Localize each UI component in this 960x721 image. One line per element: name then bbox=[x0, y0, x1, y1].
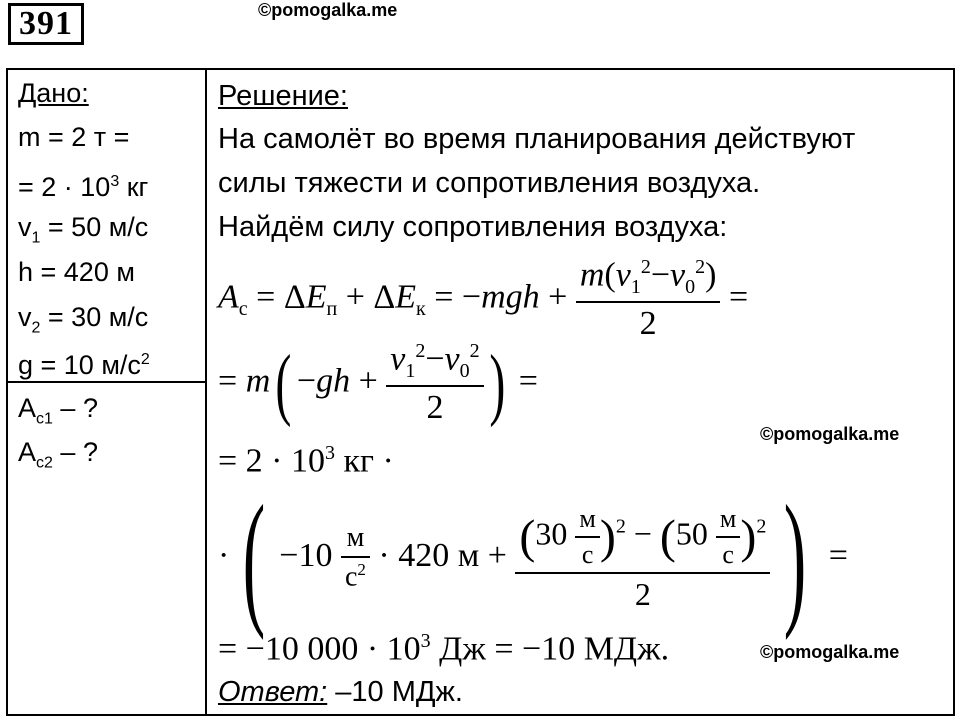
watermark-bottom: ©pomogalka.me bbox=[760, 642, 900, 662]
answer-line bbox=[218, 676, 463, 708]
find-line-ac1: $A_{c1}$ – ? bbox=[18, 393, 98, 428]
given-line-mass: m = 2 т = bbox=[18, 122, 130, 152]
solution-text-line-3: Найдём силу сопротивления воздуха: bbox=[218, 211, 728, 243]
answer-label: Ответ: bbox=[218, 676, 328, 708]
given-line-v2: $v_2 = 30$ м/с bbox=[18, 302, 149, 337]
given-find-divider bbox=[6, 381, 207, 383]
find-line-ac2: $A_{c2}$ – ? bbox=[18, 437, 98, 472]
equation-mass-substitution: = $2 \cdot 10^3$ кг · bbox=[218, 442, 394, 480]
given-line-height: h = 420 м bbox=[18, 257, 135, 287]
column-divider bbox=[205, 68, 207, 716]
given-header: Дано: bbox=[18, 78, 89, 108]
equation-numeric-substitution: ·( −10 $\frac{м}{с^2}$ · 420 м + (30 $\frac{м}{с}$ )$^2$ − (50 $\frac{м}{с}$ )$^2$ 2 ) = bbox=[218, 475, 848, 641]
problem-number: 391 bbox=[8, 3, 84, 45]
given-line-v1: $v_1 = 50$ м/с bbox=[18, 212, 149, 247]
watermark-top: ©pomogalka.me bbox=[258, 0, 398, 20]
solution-text-line-2: силы тяжести и сопротивления воздуха. bbox=[218, 167, 761, 199]
solution-text-line-1: На самолёт во время планирования действуют bbox=[218, 123, 856, 155]
equation-factored: = m( −gh + $\frac{v_1^2-v_0^2}{2}$ ) = bbox=[218, 339, 538, 428]
answer-value: –10 МДж. bbox=[327, 676, 463, 708]
equation-result: = −10 $000 \cdot 10^3$ Дж = −10 МДж. bbox=[218, 630, 670, 668]
given-line-mass-si: = $2 \cdot 10^3$ кг bbox=[18, 172, 149, 202]
watermark-middle: ©pomogalka.me bbox=[760, 424, 900, 444]
solution-header: Решение: bbox=[218, 80, 348, 112]
given-line-g: g = 10 $м/с^2$ bbox=[18, 350, 150, 380]
equation-work-energy: $A_c = \Delta E_п + \Delta E_к = -mgh$ + $\frac{m(v_1^2-v_0^2)}{2}$ = bbox=[218, 256, 749, 343]
